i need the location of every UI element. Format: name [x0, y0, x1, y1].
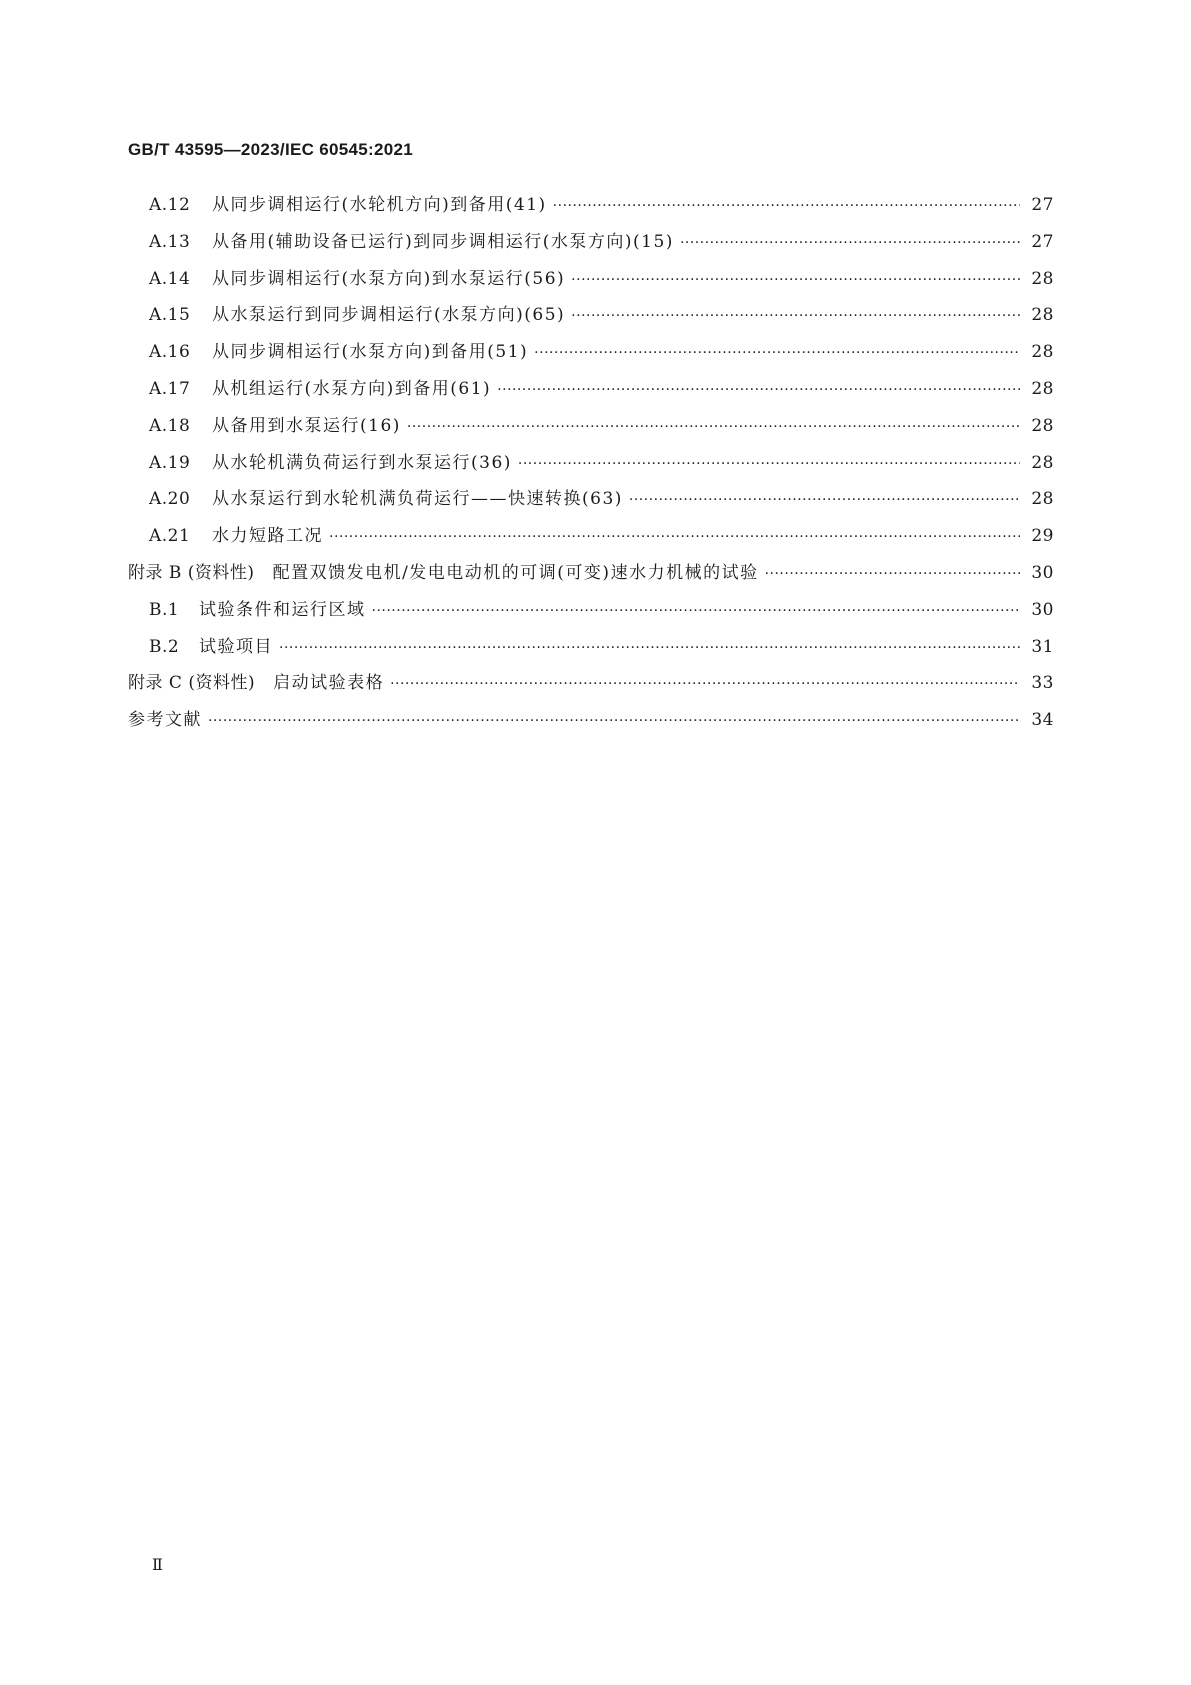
toc-entry-a16[interactable]	[128, 337, 1054, 374]
toc-dot-leader	[407, 419, 1020, 435]
toc-entry-title: 试验条件和运行区域	[199, 599, 366, 620]
toc-entry-page: 28	[1031, 452, 1054, 473]
page-number: Ⅱ	[152, 1555, 163, 1574]
toc-dot-leader	[629, 492, 1020, 508]
toc-entry-page: 28	[1031, 415, 1054, 436]
toc-dot-leader	[680, 235, 1020, 251]
toc-entry-number: 附录 B (资料性)	[128, 562, 255, 583]
toc-entry-number: A.15	[149, 305, 191, 326]
toc-entry-annex-c[interactable]	[128, 668, 1054, 705]
toc-entry-number: A.16	[149, 342, 191, 363]
toc-dot-leader	[765, 566, 1020, 582]
toc-entry-number: A.19	[149, 452, 191, 473]
toc-dot-leader	[329, 529, 1020, 545]
toc-dot-leader	[518, 456, 1020, 472]
toc-dot-leader	[390, 676, 1020, 692]
toc-entry-bibliography[interactable]	[128, 705, 1054, 742]
toc-entry-a20[interactable]	[128, 484, 1054, 521]
toc-entry-title: 水力短路工况	[212, 526, 323, 547]
toc-dot-leader	[571, 308, 1020, 324]
toc-dot-leader	[571, 272, 1020, 288]
toc-dot-leader	[372, 603, 1021, 619]
toc-entry-b2[interactable]	[128, 632, 1054, 669]
toc-entry-number: A.21	[149, 526, 191, 547]
toc-entry-number: A.18	[149, 415, 191, 436]
toc-entry-a12[interactable]	[128, 190, 1054, 227]
toc-entry-number: A.17	[149, 378, 191, 399]
toc-entry-a21[interactable]	[128, 521, 1054, 558]
toc-entry-page: 27	[1031, 231, 1054, 252]
toc-dot-leader	[279, 640, 1020, 656]
toc-entry-number: A.13	[149, 231, 191, 252]
toc-entry-title: 参考文献	[128, 710, 202, 731]
toc-entry-title: 从备用到水泵运行(16)	[212, 415, 401, 436]
toc-entry-title: 从同步调相运行(水轮机方向)到备用(41)	[212, 195, 547, 215]
toc-entry-title: 从水泵运行到水轮机满负荷运行——快速转换(63)	[212, 489, 623, 510]
toc-entry-number: A.12	[149, 195, 191, 215]
toc-entry-page: 28	[1031, 378, 1054, 399]
toc-entry-page: 28	[1031, 342, 1054, 363]
toc-entry-a18[interactable]	[128, 411, 1054, 448]
toc-entry-page: 31	[1031, 636, 1054, 657]
toc-entry-title: 从同步调相运行(水泵方向)到备用(51)	[212, 342, 529, 363]
toc-entry-title: 从水轮机满负荷运行到水泵运行(36)	[212, 452, 512, 473]
toc-entry-a15[interactable]	[128, 300, 1054, 337]
toc-entry-page: 27	[1031, 195, 1054, 215]
toc-entry-a19[interactable]	[128, 448, 1054, 485]
standard-number-header: GB/T 43595—2023/IEC 60545:2021	[128, 140, 413, 159]
toc-entry-title: 从备用(辅助设备已运行)到同步调相运行(水泵方向)(15)	[212, 231, 674, 252]
toc-entry-page: 28	[1031, 305, 1054, 326]
toc-entry-a13[interactable]	[128, 227, 1054, 264]
toc-entry-a14[interactable]	[128, 264, 1054, 301]
toc-entry-title: 从水泵运行到同步调相运行(水泵方向)(65)	[212, 305, 566, 326]
toc-entry-page: 34	[1031, 710, 1054, 731]
toc-entry-page: 33	[1031, 673, 1054, 694]
toc-entry-title: 配置双馈发电机/发电电动机的可调(可变)速水力机械的试验	[272, 562, 759, 583]
toc-entry-title: 从同步调相运行(水泵方向)到水泵运行(56)	[212, 268, 566, 289]
toc-dot-leader	[553, 198, 1020, 214]
toc-entry-number: A.14	[149, 268, 191, 289]
toc-entry-page: 30	[1031, 599, 1054, 620]
toc-entry-page: 28	[1031, 268, 1054, 289]
toc-dot-leader	[208, 713, 1020, 729]
toc-entry-number: B.1	[149, 599, 180, 620]
toc-entry-title: 试验项目	[199, 636, 273, 657]
toc-dot-leader	[534, 345, 1020, 361]
toc-entry-title: 从机组运行(水泵方向)到备用(61)	[212, 378, 492, 399]
toc-entry-number: A.20	[149, 489, 191, 510]
toc-entry-number: 附录 C (资料性)	[128, 673, 256, 694]
toc-entry-page: 30	[1031, 562, 1054, 583]
toc-entry-annex-b[interactable]	[128, 558, 1054, 595]
toc-entry-b1[interactable]	[128, 595, 1054, 632]
toc-entry-page: 28	[1031, 489, 1054, 510]
toc-dot-leader	[497, 382, 1020, 398]
toc-entry-title: 启动试验表格	[273, 673, 385, 694]
toc-entry-page: 29	[1031, 526, 1054, 547]
toc-entry-number: B.2	[149, 636, 180, 657]
table-of-contents	[128, 190, 1054, 742]
toc-entry-a17[interactable]	[128, 374, 1054, 411]
